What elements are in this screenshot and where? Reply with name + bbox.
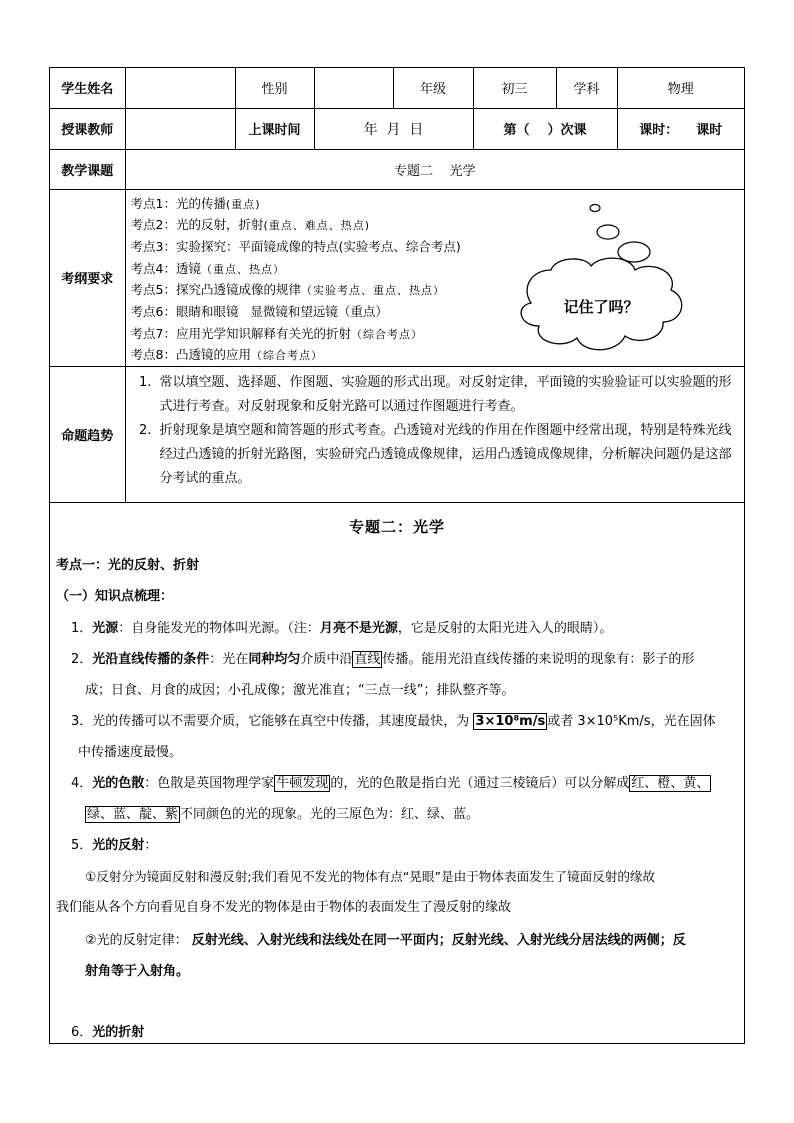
trend-item: 2. 折射现象是填空题和简答题的形式考查。凸透镜对光线的作用在作图题中经常出现，特别是特殊光线经过凸透镜的折射光路图，实验研究凸透镜成像规律，运用凸透镜成像规律，分析解决问题仍是这部分考试的重点。 <box>156 419 739 491</box>
requirement-item: 考点3：实验探究：平面镜成像的特点(实验考点、综合考点) <box>130 238 461 254</box>
gender-label: 性别 <box>235 68 314 108</box>
paragraph-reflection: 5．光的反射： <box>71 838 158 853</box>
section-heading: 考点一：光的反射、折射 <box>56 558 200 573</box>
requirement-item: 考点1：光的传播(重点) <box>130 195 261 211</box>
trends-cell <box>125 366 744 502</box>
trends-row <box>50 366 744 502</box>
requirement-item: 考点8：凸透镜的应用（综合考点） <box>130 347 323 363</box>
bubble-text: 记住了吗？ <box>562 297 639 316</box>
paragraph-reflection-types: ①反射分为镜面反射和漫反射;我们看见不发光的物体有点“晃眼”是由于物体表面发生了镜面反射的缘故 <box>85 869 656 884</box>
lesson-plan-page <box>49 67 745 1044</box>
header-row-1 <box>50 68 744 108</box>
requirement-item: 考点2：光的反射，折射(重点、难点、热点) <box>130 217 371 233</box>
header-row-2 <box>50 108 744 149</box>
requirement-item: 考点6：眼睛和眼镜 显微镜和望远镜（重点） <box>130 304 388 320</box>
trend-item: 1. 常以填空题、选择题、作图题、实验题的形式出现。对反射定律，平面镜的实验验证可以实验题的形式进行考查。对反射现象和反射光路可以通过作图题进行考查。 <box>156 371 739 419</box>
requirements-cell <box>125 189 744 366</box>
teacher-value[interactable] <box>125 108 235 149</box>
subsection-heading: （一）知识点梳理： <box>56 589 174 604</box>
student-name-label: 学生姓名 <box>50 68 125 108</box>
requirement-item: 考点4：透镜（重点、热点） <box>130 260 285 276</box>
paragraph-straight-line: 2．光沿直线传播的条件：光在同种均匀介质中沿 直线 传播。能用光沿直线传播的来说明的现象有：影子的形 <box>71 652 695 667</box>
paragraph-refraction: 6．光的折射 <box>71 1025 145 1040</box>
class-date: 年 月 日 <box>314 108 473 149</box>
header-table <box>50 68 744 503</box>
paragraph-light-source: 1．光源：自身能发光的物体叫光源。（注：月亮不是光源，它是反射的太阳光进入人的眼睛）。 <box>71 621 613 636</box>
trends-label: 命题趋势 <box>50 366 125 502</box>
grade-label: 年级 <box>393 68 473 108</box>
lesson-number: 第（ ）次课 <box>473 108 617 149</box>
thought-bubble-icon <box>511 198 701 368</box>
paragraph-speed: 3．光的传播可以不需要介质，它能够在真空中传播，其速度最快，为 3×10⁸m/s 或者 3×10⁵Km/s，光在固体 <box>71 714 716 729</box>
requirements-row <box>50 189 744 366</box>
requirement-item: 考点5：探究凸透镜成像的规律（实验考点、重点、热点） <box>130 282 445 298</box>
requirement-item: 考点7：应用光学知识解释有关光的折射（综合考点） <box>130 325 423 341</box>
paragraph-straight-line-cont: 成；日食、月食的成因；小孔成像；激光准直；“三点一线”；排队整齐等。 <box>85 683 515 698</box>
paragraph-speed-cont: 中传播速度最慢。 <box>78 745 183 760</box>
subject-value: 物理 <box>617 68 744 108</box>
lesson-hours: 课时： 课时 <box>617 108 744 149</box>
subject-label: 学科 <box>556 68 617 108</box>
topic-label: 教学课题 <box>50 149 125 189</box>
requirements-list <box>131 194 461 368</box>
topic-value: 专题二 光学 <box>125 149 744 189</box>
gender-value[interactable] <box>314 68 393 108</box>
header-row-3 <box>50 149 744 189</box>
paragraph-reflection-law: ②光的反射定律： 反射光线、入射光线和法线处在同一平面内；反射光线、入射光线分居法线的两侧；反 <box>85 933 686 948</box>
grade-value: 初三 <box>473 68 556 108</box>
paragraph-diffuse: 我们能从各个方向看见自身不发光的物体是由于物体的表面发生了漫反射的缘故 <box>56 900 512 915</box>
teacher-label: 授课教师 <box>50 108 125 149</box>
requirements-label: 考纲要求 <box>50 189 125 366</box>
content-title: 专题二：光学 <box>348 518 445 536</box>
class-time-label: 上课时间 <box>235 108 314 149</box>
student-name-value[interactable] <box>125 68 235 108</box>
paragraph-dispersion: 4．光的色散：色散是英国物理学家 牛顿发现 的，光的色散是指白光（通过三棱镜后）可以分解成 红、橙、黄、 <box>71 776 710 791</box>
paragraph-dispersion-cont: 绿、蓝、靛、紫 不同颜色的光的现象。光的三原色为：红、绿、蓝。 <box>87 807 480 822</box>
paragraph-reflection-law-cont: 射角等于入射角。 <box>85 964 190 979</box>
